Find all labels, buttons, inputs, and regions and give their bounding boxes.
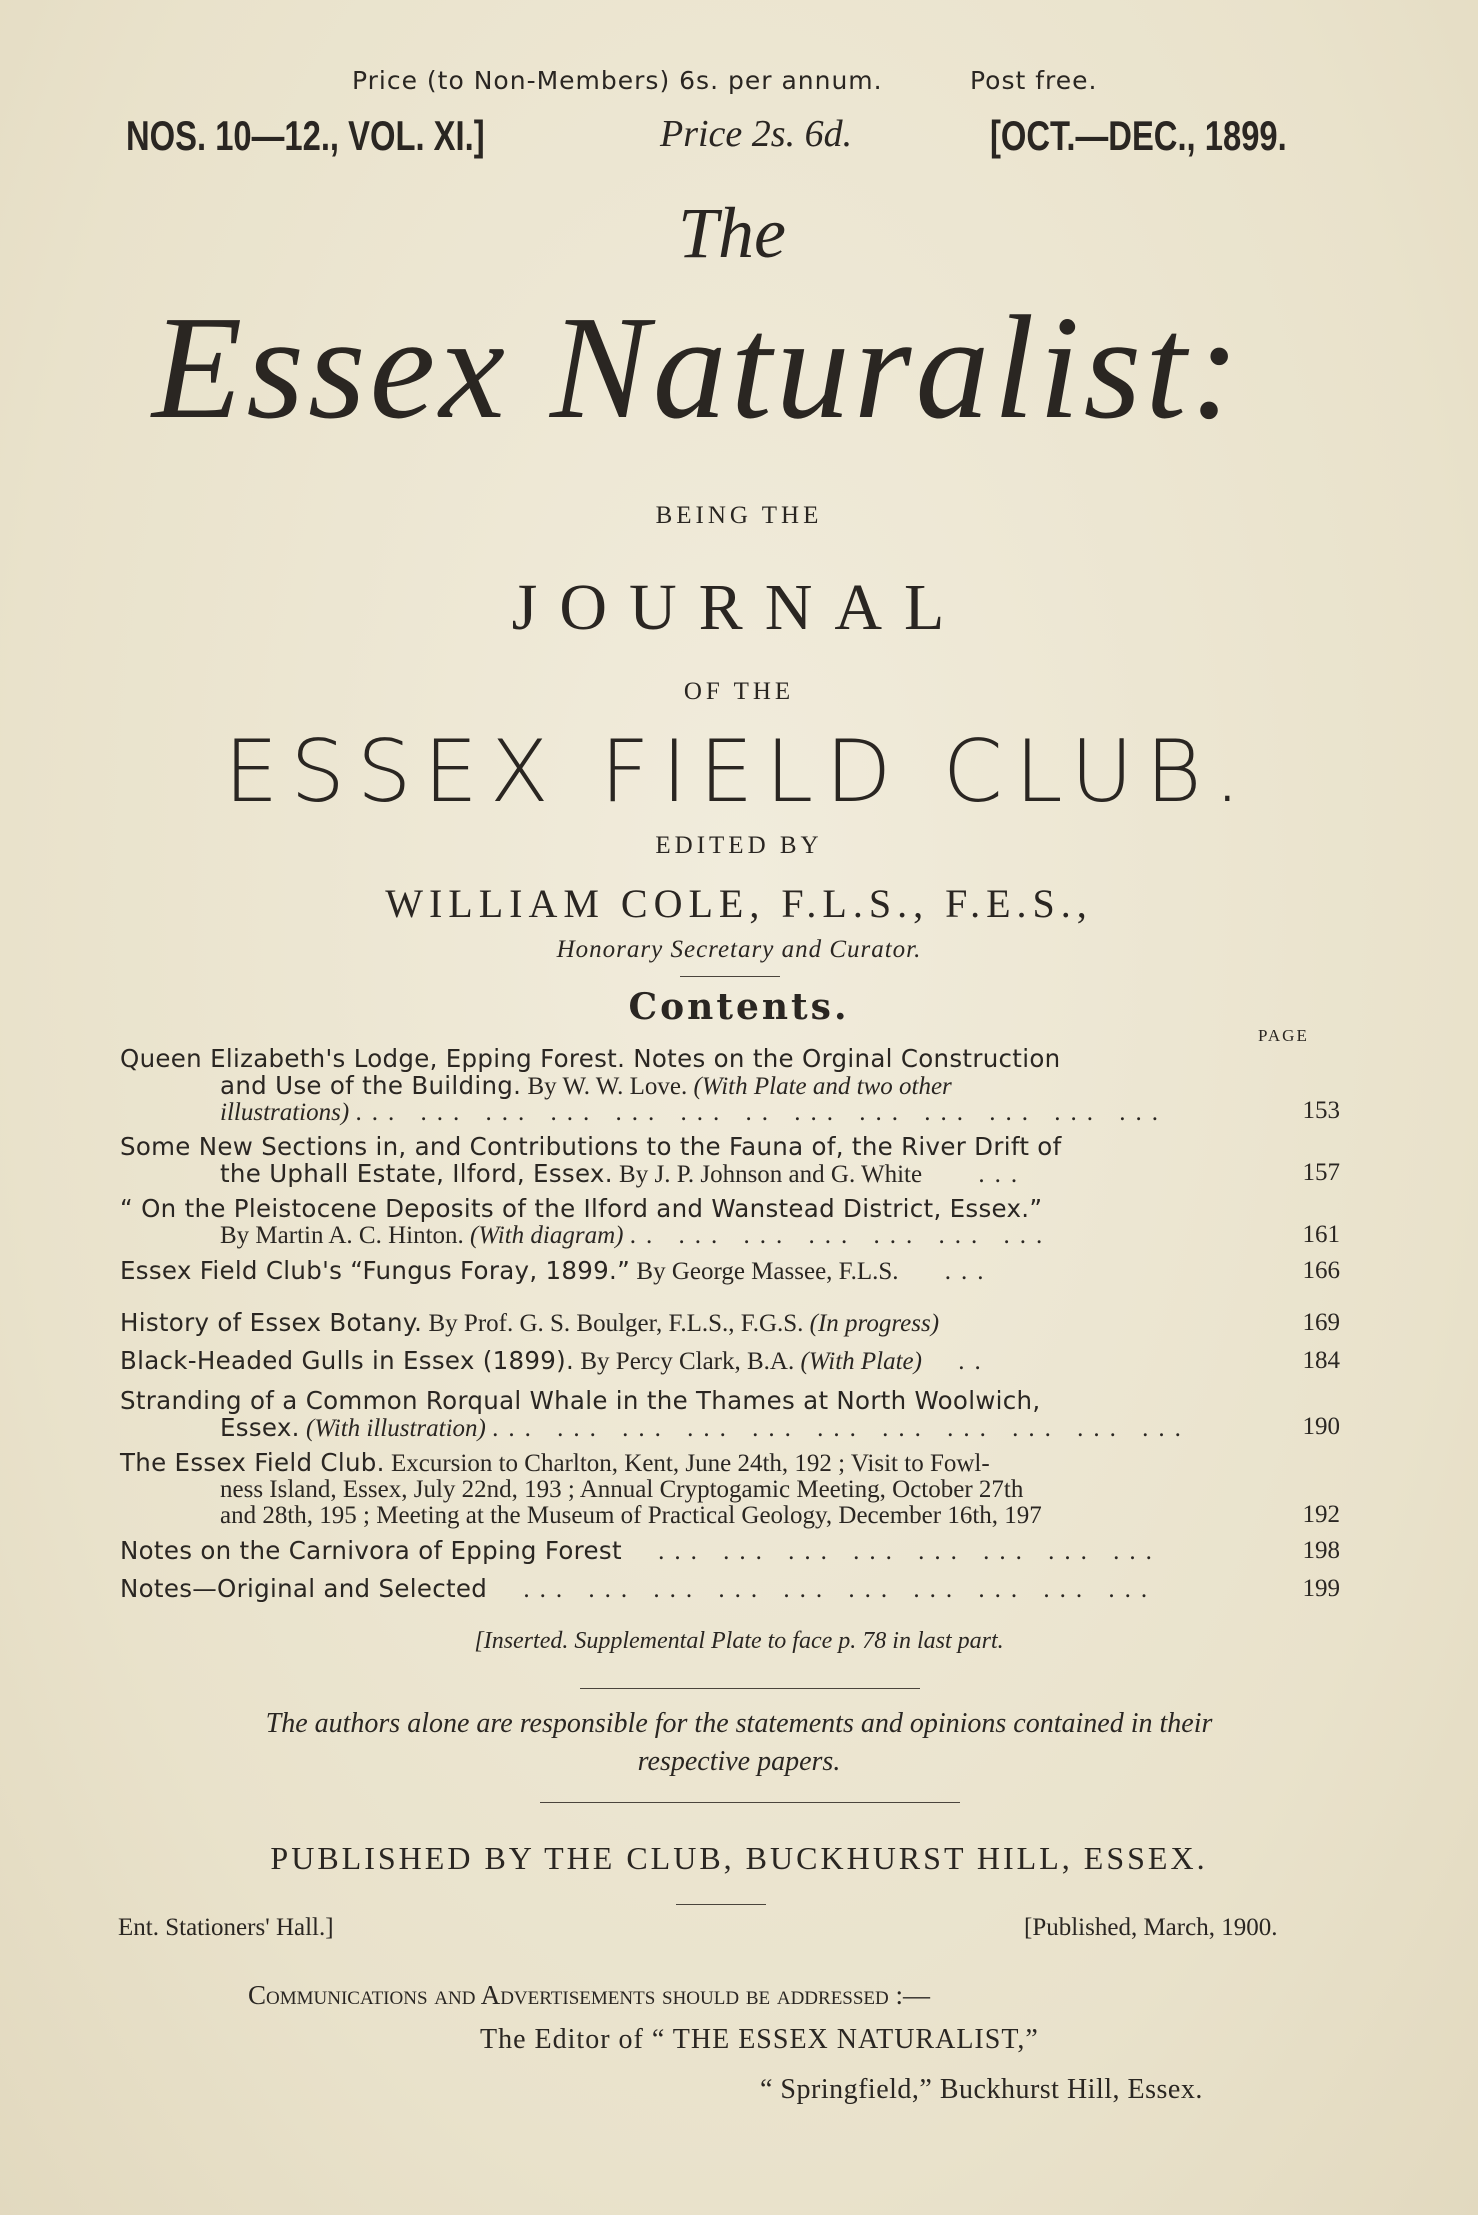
page-column-label: PAGE [1258, 1026, 1309, 1045]
of-the: OF THE [683, 678, 795, 705]
entered-note: Ent. Stationers' Hall.] [118, 1914, 334, 1941]
masthead-title: Essex Naturalist: [152, 286, 1244, 450]
divider [676, 1904, 766, 1905]
entry-author: By Martin A. C. Hinton. [220, 1222, 464, 1249]
divider [540, 1802, 960, 1803]
disclaimer-line1: The authors alone are responsible for the statements and opinions contained in their [265, 1708, 1213, 1739]
entry-page: 199 [1302, 1575, 1340, 1602]
entry-note: (With Plate) [800, 1348, 922, 1375]
issue-date: [OCT.—DEC., 1899. [990, 112, 1287, 159]
publisher-line: PUBLISHED BY THE CLUB, BUCKHURST HILL, ESSEX. [270, 1840, 1208, 1876]
entry-detail: Excursion to Charlton, Kent, June 24th, 192 ; Visit to Fowl- [390, 1450, 990, 1477]
entry-page: 198 [1302, 1537, 1340, 1564]
price-line-left: Price (to Non-Members) 6s. per annum. [352, 66, 883, 95]
entry-page: 190 [1302, 1413, 1340, 1440]
entry-author: By Percy Clark, B.A. [580, 1348, 795, 1375]
contents-entry [120, 1450, 1340, 1529]
entry-title: The Essex Field Club. [120, 1448, 385, 1477]
entry-title: “ On the Pleistocene Deposits of the Ilford and Wanstead District, Essex.” [120, 1194, 1043, 1223]
title-the: The [678, 193, 786, 273]
contents-entry: Some New Sections in, and Contributions to the Fauna of, the River Drift of the Uphall Estate, Ilford, Essex. By J. P. Johnson and G. White ... 157 [120, 1132, 1340, 1188]
contents-entry: “ On the Pleistocene Deposits of the Ilford and Wanstead District, Essex.” By Martin A. C. Hinton. (With diagram) .. ... ... ... ... ... ... 161 [120, 1194, 1340, 1249]
entry-author: By J. P. Johnson and G. White [619, 1161, 923, 1188]
entry-page: 184 [1302, 1347, 1340, 1374]
divider [680, 976, 780, 977]
entry-note: (With diagram) [470, 1222, 624, 1249]
entry-note: (In progress) [809, 1310, 940, 1337]
disclaimer-line2: respective papers. [637, 1746, 841, 1777]
contents-entry: Stranding of a Common Rorqual Whale in the Thames at North Woolwich, Essex. (With illustration) ... ... ... ... ... ... ... ... ... ... ... 190 [120, 1386, 1340, 1442]
entry-page: 161 [1302, 1221, 1340, 1248]
journal-word: JOURNAL [511, 571, 967, 644]
contents-entry [120, 1310, 1340, 1337]
entry-note-cont: illustrations) [220, 1099, 350, 1126]
entry-title: Essex Field Club's “Fungus Foray, 1899.” [120, 1256, 631, 1285]
entry-title: Notes—Original and Selected [120, 1574, 488, 1603]
entry-detail-cont: ness Island, Essex, July 22nd, 193 ; Annual Cryptogamic Meeting, October 27th [220, 1476, 1024, 1503]
entry-title: Some New Sections in, and Contributions to the Fauna of, the River Drift of [120, 1132, 1062, 1161]
entry-note: (With illustration) [306, 1415, 486, 1442]
edited-by: EDITED BY [655, 832, 823, 859]
address-line2: “ Springfield,” Buckhurst Hill, Essex. [760, 2074, 1203, 2105]
contents-entry: Black-Headed Gulls in Essex (1899). By Percy Clark, B.A. (With Plate) .. 184 [120, 1346, 1340, 1375]
entry-title: History of Essex Botany. [120, 1308, 423, 1337]
entry-page: 166 [1302, 1257, 1340, 1284]
entry-page: 153 [1302, 1097, 1340, 1124]
editor-role: Honorary Secretary and Curator. [556, 936, 922, 963]
address-line1: The Editor of “ THE ESSEX NATURALIST,” [480, 2024, 1039, 2055]
price-line-right: Post free. [970, 66, 1098, 95]
entry-title-cont: Essex. [220, 1413, 300, 1442]
club-name: ESSEX FIELD CLUB. [224, 722, 1254, 822]
editor-name: WILLIAM COLE, F.L.S., F.E.S., [385, 881, 1093, 926]
entry-page: 192 [1302, 1501, 1340, 1528]
communications-line: Communications and Advertisements should be addressed :— [248, 1980, 931, 2010]
entry-author: By Prof. G. S. Boulger, F.L.S., F.G.S. [428, 1310, 804, 1337]
contents-entry: Queen Elizabeth's Lodge, Epping Forest. Notes on the Orginal Construction and Use of the Building. By W. W. Love. (With Plate and two other illustrations) ... ... ... ... ... ... .. ... ... ... ... ... ... 153 [120, 1044, 1340, 1126]
contents-entry: Notes—Original and Selected ... ... ... ... ... ... ... ... ... ... 199 [120, 1574, 1340, 1603]
entry-page: 169 [1302, 1309, 1340, 1336]
entry-author: By George Massee, F.L.S. [636, 1258, 899, 1285]
entry-detail-cont: and 28th, 195 ; Meeting at the Museum of Practical Geology, December 16th, 197 [220, 1502, 1042, 1529]
contents-entry: Notes on the Carnivora of Epping Forest ... ... ... ... ... ... ... ... 198 [120, 1536, 1340, 1565]
entry-title: Stranding of a Common Rorqual Whale in the Thames at North Woolwich, [120, 1386, 1041, 1415]
published-date: [Published, March, 1900. [1024, 1914, 1278, 1941]
entry-title: Queen Elizabeth's Lodge, Epping Forest. Notes on the Orginal Construction [120, 1044, 1061, 1073]
issue-numbers: NOS. 10—12., VOL. XI.] [126, 112, 485, 159]
contents-entry: Essex Field Club's “Fungus Foray, 1899.” By George Massee, F.L.S. ... 166 [120, 1256, 1340, 1285]
entry-title: Notes on the Carnivora of Epping Forest [120, 1536, 622, 1565]
inserted-note: [Inserted. Supplemental Plate to face p. 78 in last part. [474, 1628, 1004, 1654]
being-the: BEING THE [655, 502, 823, 529]
entry-author: By W. W. Love. [527, 1073, 688, 1100]
divider [580, 1688, 920, 1689]
entry-note: (With Plate and two other [693, 1073, 952, 1100]
contents-heading: Contents. [628, 986, 850, 1028]
issue-price: Price 2s. 6d. [660, 113, 853, 155]
entry-title: Black-Headed Gulls in Essex (1899). [120, 1346, 575, 1375]
entry-title-cont: the Uphall Estate, Ilford, Essex. [220, 1159, 613, 1188]
entry-title-cont: and Use of the Building. [220, 1071, 522, 1100]
entry-page: 157 [1302, 1159, 1340, 1186]
